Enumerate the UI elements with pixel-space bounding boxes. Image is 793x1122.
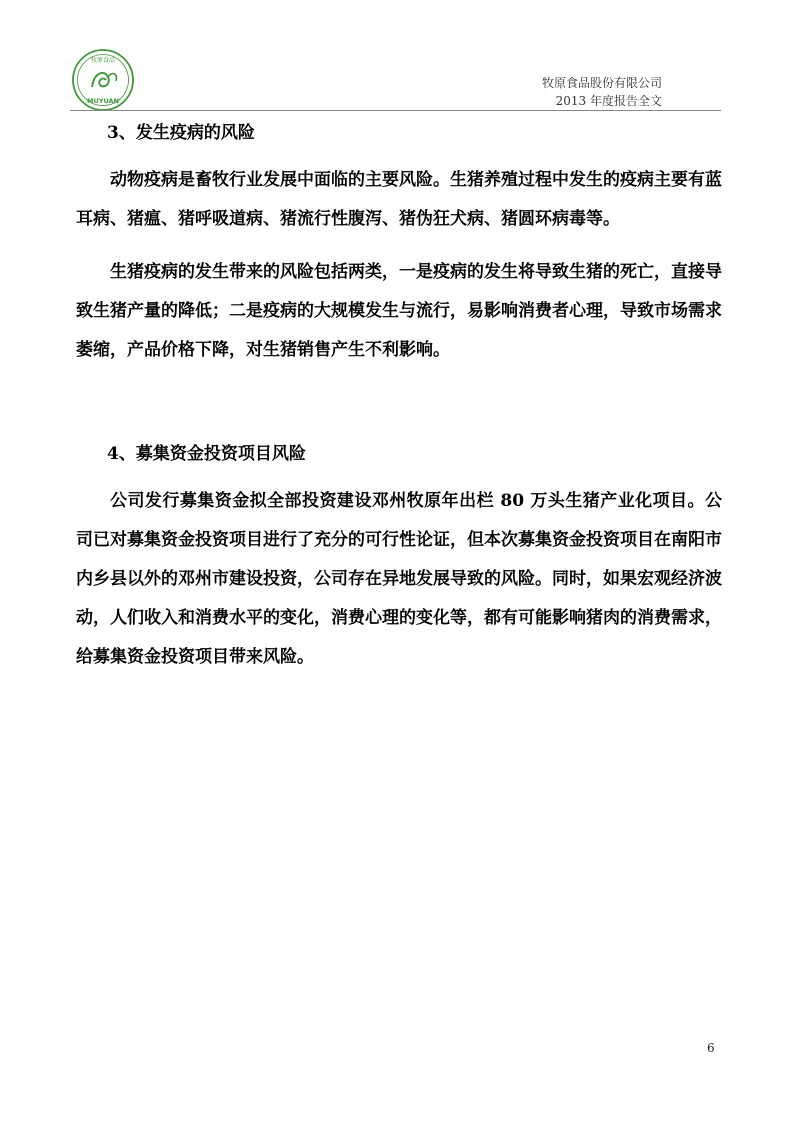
- paragraph: 动物疫病是畜牧行业发展中面临的主要风险。生猪养殖过程中发生的疫病主要有蓝耳病、猪瘟、猪呼吸道病、猪流行性腹泻、猪伪狂犬病、猪圆环病毒等。: [76, 170, 722, 229]
- company-logo: [70, 47, 136, 113]
- page-number: 6: [707, 1041, 715, 1055]
- section-heading: 3、发生疫病的风险: [107, 123, 255, 143]
- paragraph: 公司发行募集资金拟全部投资建设邓州牧原年出栏 80 万头生猪产业化项目。公司已对募集资金投资项目进行了充分的可行性论证，但本次募集资金投资项目在南阳市内乡县以外的邓州市建设投资，公司存在异地发展导致的风险。同时，如果宏观经济波动，人们收入和消费水平的变化，消费心理的变化等，都有可能影响猪肉的消费需求，给募集资金投资项目带来风险。: [76, 491, 722, 667]
- paragraph: 生猪疫病的发生带来的风险包括两类，一是疫病的发生将导致生猪的死亡，直接导致生猪产量的降低；二是疫病的大规模发生与流行，易影响消费者心理，导致市场需求萎缩，产品价格下降，对生猪销售产生不利影响。: [76, 262, 722, 360]
- company-name: 牧原食品股份有限公司: [541, 76, 662, 90]
- report-title: 2013 年度报告全文: [555, 94, 662, 108]
- logo-seal-text: 牧原食品: [90, 57, 116, 64]
- section-epidemic-risk: [76, 118, 722, 370]
- section-heading: 4、募集资金投资项目风险: [107, 444, 306, 464]
- header-divider: [70, 110, 721, 111]
- document-body: [76, 118, 722, 677]
- muyuan-logo-icon: [70, 47, 136, 113]
- section-fundraising-risk: [76, 439, 722, 677]
- logo-text: MUYUAN: [86, 97, 120, 105]
- page-header: [542, 74, 662, 110]
